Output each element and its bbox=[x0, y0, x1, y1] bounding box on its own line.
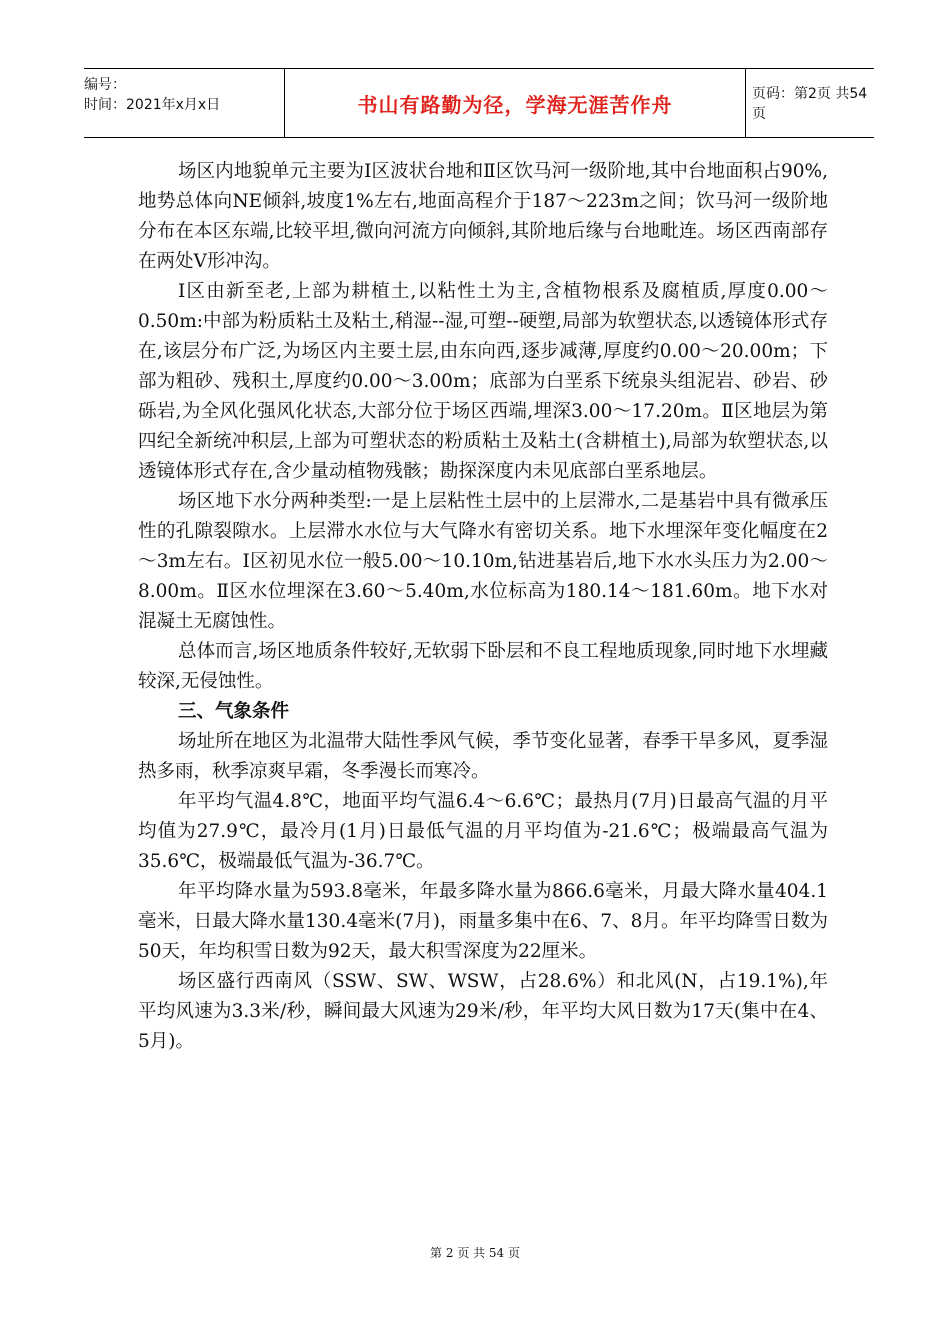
page-header bbox=[84, 68, 874, 138]
header-page-indicator: 页码：第2页 共54页 bbox=[752, 86, 868, 122]
paragraph-summary: 总体而言,场区地质条件较好,无软弱下卧层和不良工程地质现象,同时地下水埋藏较深,无侵蚀性。 bbox=[138, 641, 828, 692]
paragraph-precipitation: 年平均降水量为593.8毫米，年最多降水量为866.6毫米，月最大降水量404.1毫米，日最大降水量130.4毫米(7月)，雨量多集中在6、7、8月。年平均降雪日数为50天，年均积雪日数为92天，最大积雪深度为22厘米。 bbox=[138, 881, 828, 962]
section-heading-climate: 三、气象条件 bbox=[178, 701, 290, 722]
doc-time-label: 时间：2021年x月x日 bbox=[84, 97, 221, 113]
paragraph-strata: Ⅰ区由新至老,上部为耕植土,以粘性土为主,含植物根系及腐植质,厚度0.00～0.50m:中部为粉质粘土及粘土,稍湿--湿,可塑--硬塑,局部为软塑状态,以透镜体形式存在,该层分布广泛,为场区内主要土层,由东向西,逐步减薄,厚度约0.00～20.00m；下部为粗砂、残积土,厚度约0.00～3.00m；底部为白垩系下统泉头组泥岩、砂岩、砂砾岩,为全风化强风化状态,大部分位于场区西端,埋深3.00～17.20m。Ⅱ区地层为第四纪全新统冲积层,上部为可塑状态的粉质粘土及粘土(含耕植土),局部为软塑状态,以透镜体形式存在,含少量动植物残骸；勘探深度内未见底部白垩系地层。 bbox=[138, 281, 828, 482]
paragraph-climate-overview: 场址所在地区为北温带大陆性季风气候，季节变化显著，春季干旱多风，夏季湿热多雨，秋季凉爽早霜，冬季漫长而寒冷。 bbox=[138, 731, 828, 782]
paragraph-groundwater: 场区地下水分两种类型:一是上层粘性土层中的上层滞水,二是基岩中具有微承压性的孔隙裂隙水。上层滞水水位与大气降水有密切关系。地下水埋深年变化幅度在2～3m左右。Ⅰ区初见水位一般5.00～10.10m,钻进基岩后,地下水水头压力为2.00～8.00m。Ⅱ区水位埋深在3.60～5.40m,水位标高为180.14～181.60m。地下水对混凝土无腐蚀性。 bbox=[138, 491, 828, 632]
header-meta bbox=[84, 69, 284, 143]
paragraph-wind: 场区盛行西南风（SSW、SW、WSW，占28.6%）和北风(N，占19.1%),年平均风速为3.3米/秒，瞬间最大风速为29米/秒，年平均大风日数为17天(集中在4、5月)。 bbox=[138, 971, 828, 1052]
header-slogan-cell bbox=[284, 69, 746, 137]
paragraph-landform: 场区内地貌单元主要为Ⅰ区波状台地和Ⅱ区饮马河一级阶地,其中台地面积占90%,地势总体向NE倾斜,坡度1%左右,地面高程介于187～223m之间；饮马河一级阶地分布在本区东端,比较平坦,微向河流方向倾斜,其阶地后缘与台地毗连。场区西南部存在两处V形冲沟。 bbox=[138, 161, 828, 272]
header-slogan: 书山有路勤为径，学海无涯苦作舟 bbox=[357, 92, 673, 117]
doc-number-label: 编号： bbox=[84, 77, 126, 93]
document-body bbox=[138, 157, 828, 1057]
paragraph-temperature: 年平均气温4.8℃，地面平均气温6.4～6.6℃；最热月(7月)日最高气温的月平均值为27.9℃，最冷月(1月)日最低气温的月平均值为-21.6℃；极端最高气温为35.6℃，极端最低气温为-36.7℃。 bbox=[138, 791, 828, 872]
page-footer: 第 2 页 共 54 页 bbox=[430, 1246, 520, 1260]
